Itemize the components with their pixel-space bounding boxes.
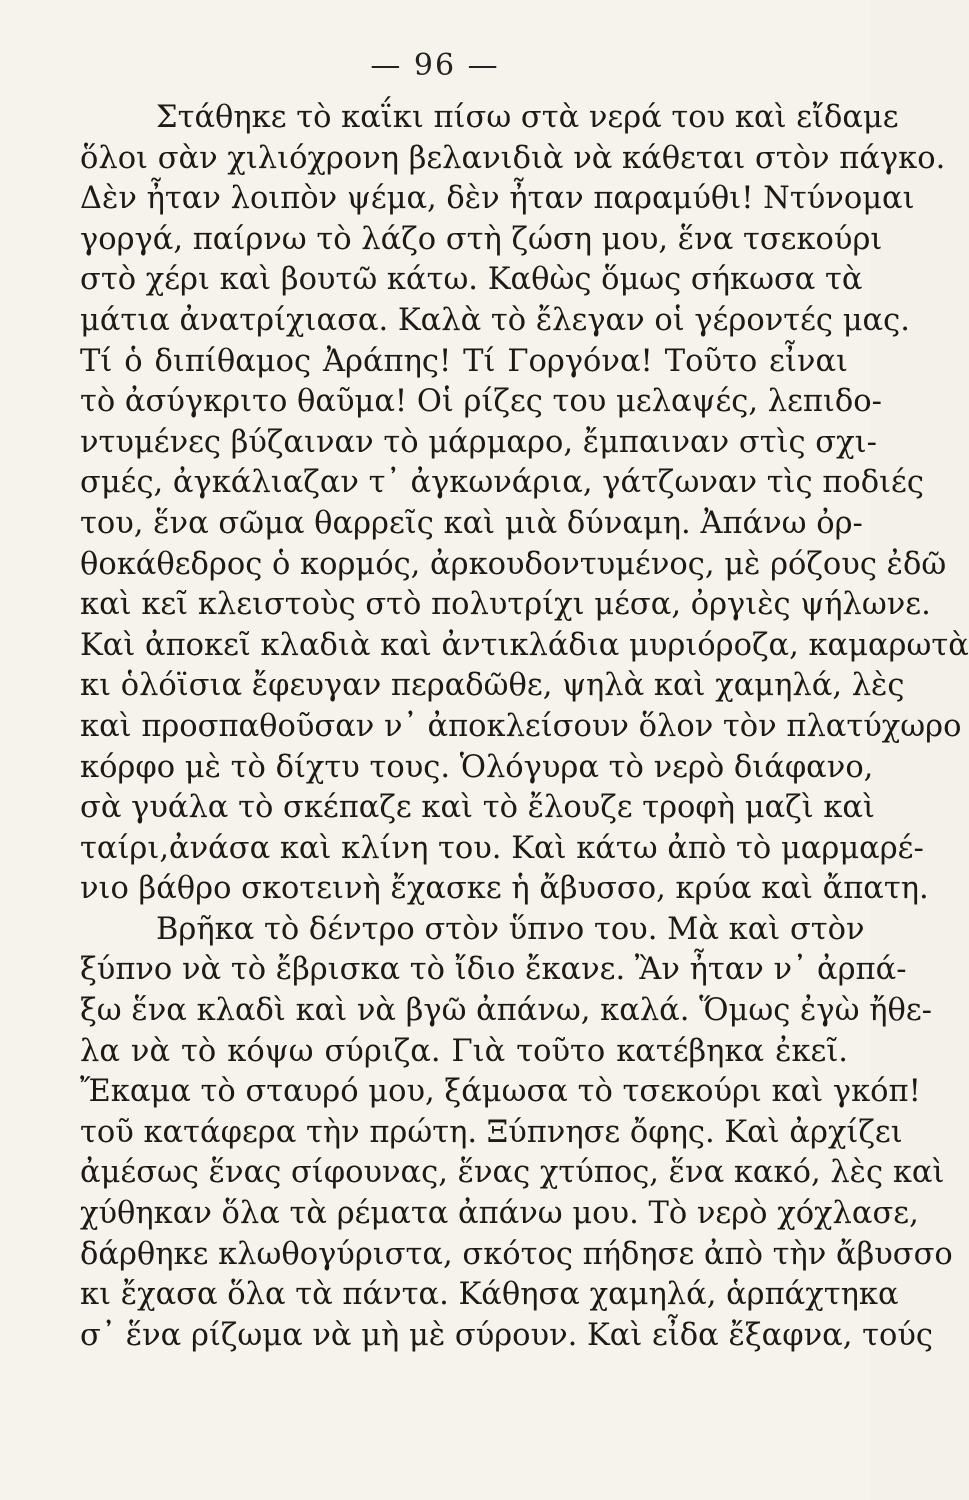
text-line: σ᾽ ἕνα ρίζωμα νὰ μὴ μὲ σύρουν. Καὶ εἶδα ἔξαφνα, τούς — [80, 1317, 933, 1353]
text-line: καὶ προσπαθοῦσαν ν᾽ ἀποκλείσουν ὅλον τὸν πλατύχωρο — [80, 708, 962, 744]
text-line: κι ἔχασα ὅλα τὰ πάντα. Κάθησα χαμηλά, ἁρπάχτηκα — [80, 1277, 899, 1313]
text-line: κι ὁλόϊσια ἔφευγαν περαδῶθε, ψηλὰ καὶ χαμηλά, λὲς — [80, 668, 905, 704]
text-line: του, ἕνα σῶμα θαρρεῖς καὶ μιὰ δύναμη. Ἀπάνω ὀρ- — [80, 505, 863, 541]
text-line: Καὶ ἀποκεῖ κλαδιὰ καὶ ἀντικλάδια μυριόροζα, καμαρωτὰ — [80, 627, 969, 663]
body-text — [80, 98, 969, 1356]
text-line: δάρθηκε κλωθογύριστα, σκότος πήδησε ἀπὸ τὴν ἄβυσσο — [80, 1236, 953, 1272]
text-line: Ἔκαμα τὸ σταυρό μου, ξάμωσα τὸ τσεκούρι καὶ γκόπ! — [80, 1074, 921, 1110]
text-line: στὸ χέρι καὶ βουτῶ κάτω. Καθὼς ὅμως σήκωσα τὰ — [80, 262, 863, 298]
text-line: γοργά, παίρνω τὸ λάζο στὴ ζώση μου, ἕνα τσεκούρι — [80, 221, 883, 257]
text-line: ὅλοι σὰν χιλιόχρονη βελανιδιὰ νὰ κάθεται στὸν πάγκο. — [80, 140, 946, 176]
text-line: χύθηκαν ὅλα τὰ ρέματα ἀπάνω μου. Τὸ νερὸ χόχλασε, — [80, 1196, 919, 1232]
text-line: μάτια ἀνατρίχιασα. Καλὰ τὸ ἔλεγαν οἱ γέροντές μας. — [80, 302, 910, 338]
text-line: ἀμέσως ἕνας σίφουνας, ἕνας χτύπος, ἕνα κακό, λὲς καὶ — [80, 1155, 945, 1191]
text-line: λα νὰ τὸ κόψω σύριζα. Γιὰ τοῦτο κατέβηκα ἐκεῖ. — [80, 1033, 848, 1069]
text-line: ταίρι,ἀνάσα καὶ κλίνη του. Καὶ κάτω ἀπὸ τὸ μαρμαρέ- — [80, 830, 924, 866]
text-line: θοκάθεδρος ὁ κορμός, ἀρκουδοντυμένος, μὲ ρόζους ἐδῶ — [80, 546, 947, 582]
text-line: σμές, ἀγκάλιαζαν τ᾽ ἀγκωνάρια, γάτζωναν τὶς ποδιές — [80, 465, 924, 501]
text-line: Στάθηκε τὸ καΐκι πίσω στὰ νερά του καὶ εἴδαμε — [156, 100, 899, 135]
text-line: ξω ἕνα κλαδὶ καὶ νὰ βγῶ ἀπάνω, καλά. Ὅμως ἐγὼ ἤθε- — [80, 993, 932, 1029]
text-line: νιο βάθρο σκοτεινὴ ἔχασκε ἡ ἄβυσσο, κρύα καὶ ἄπατη. — [80, 871, 929, 907]
text-line: ξύπνο νὰ τὸ ἔβρισκα τὸ ἴδιο ἔκανε. Ἂν ἦταν ν᾽ ἀρπά- — [80, 952, 907, 988]
text-line: ντυμένες βύζαιναν τὸ μάρμαρο, ἔμπαιναν στὶς σχι- — [80, 424, 877, 460]
text-line: Τί ὁ διπίθαμος Ἀράπης! Τί Γοργόνα! Τοῦτο εἶναι — [80, 343, 848, 379]
text-line: Βρῆκα τὸ δέντρο στὸν ὕπνο του. Μὰ καὶ στὸν — [156, 911, 865, 947]
page-number: — 96 — — [370, 48, 500, 83]
text-line: καὶ κεῖ κλειστοὺς στὸ πολυτρίχι μέσα, ὀργιὲς ψήλωνε. — [80, 587, 931, 623]
text-line: τὸ ἀσύγκριτο θαῦμα! Οἱ ρίζες του μελαψές, λεπιδο- — [80, 384, 882, 420]
text-line: σὰ γυάλα τὸ σκέπαζε καὶ τὸ ἔλουζε τροφὴ μαζὶ καὶ — [80, 790, 875, 826]
text-line: κόρφο μὲ τὸ δίχτυ τους. Ὁλόγυρα τὸ νερὸ διάφανο, — [80, 749, 874, 785]
text-line: τοῦ κατάφερα τὴν πρώτη. Ξύπνησε ὄφης. Καὶ ἀρχίζει — [80, 1114, 903, 1150]
text-line: Δὲν ἦταν λοιπὸν ψέμα, δὲν ἦταν παραμύθι! Ντύνομαι — [80, 181, 915, 217]
